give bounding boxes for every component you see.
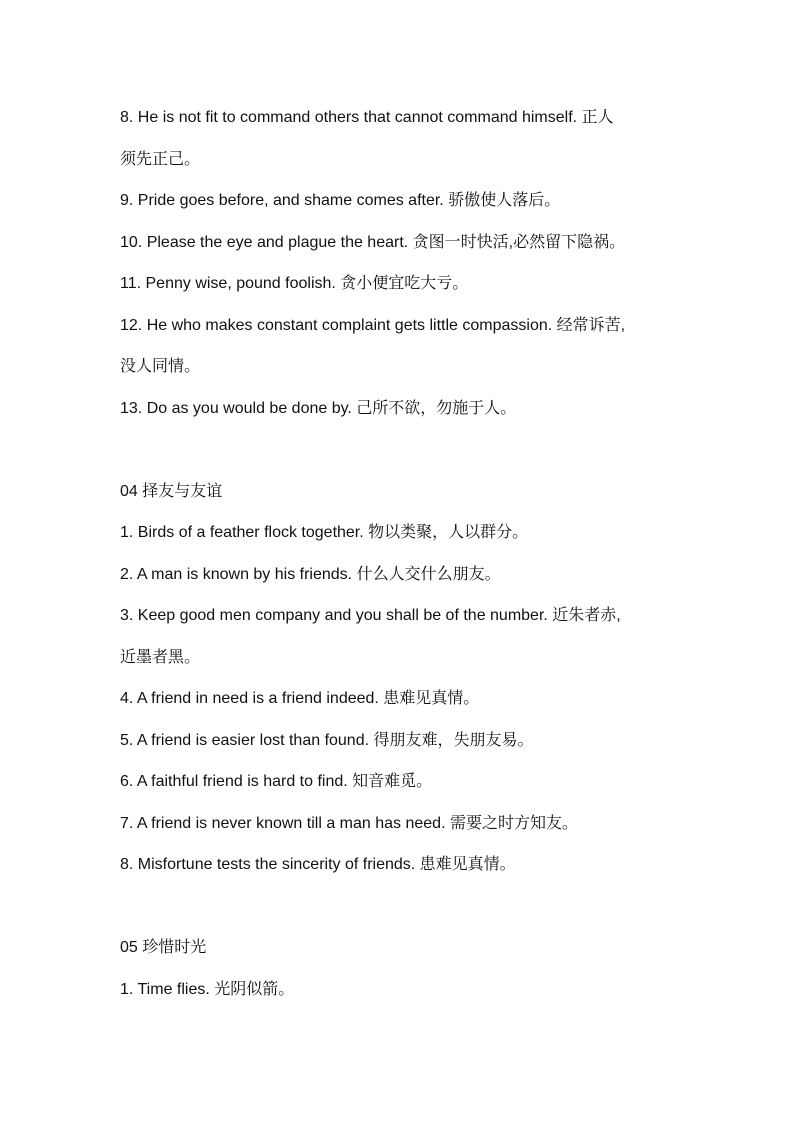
- section-spacer: [120, 886, 690, 928]
- proverb-line: 3. Keep good men company and you shall be of the number. 近朱者赤,: [120, 607, 621, 624]
- section-heading: 05 珍惜时光: [120, 939, 207, 956]
- proverb-line: 须先正己。: [120, 150, 201, 168]
- proverb-line: 11. Penny wise, pound foolish. 贪小便宜吃大亏。: [120, 275, 469, 292]
- proverb-line: 13. Do as you would be done by. 己所不欲，勿施于人。: [120, 399, 517, 417]
- proverb-line: 8. Misfortune tests the sincerity of friends. 患难见真情。: [120, 856, 516, 873]
- proverb-line: 7. A friend is never known till a man has need. 需要之时方知友。: [120, 814, 578, 832]
- document-body: [120, 97, 690, 1010]
- proverb-line: 12. He who makes constant complaint gets little compassion. 经常诉苦,: [120, 316, 626, 334]
- proverb-line: 6. A faithful friend is hard to find. 知音难觅。: [120, 773, 433, 790]
- proverb-line: 5. A friend is easier lost than found. 得朋友难，失朋友易。: [120, 731, 534, 749]
- proverb-line: 1. Birds of a feather flock together. 物以类聚，人以群分。: [120, 524, 529, 541]
- proverb-line: 2. A man is known by his friends. 什么人交什么朋友。: [120, 565, 501, 583]
- proverb-line: 9. Pride goes before, and shame comes after. 骄傲使人落后。: [120, 192, 561, 209]
- proverb-line: 没人同情。: [120, 358, 201, 375]
- section-heading: 04 择友与友谊: [120, 482, 223, 500]
- proverb-line: 4. A friend in need is a friend indeed. 患难见真情。: [120, 690, 480, 707]
- proverb-line: 1. Time flies. 光阴似箭。: [120, 980, 295, 998]
- proverb-line: 8. He is not fit to command others that cannot command himself. 正人: [120, 109, 614, 126]
- proverb-line: 近墨者黑。: [120, 648, 201, 666]
- section-spacer: [120, 429, 690, 471]
- proverb-line: 10. Please the eye and plague the heart. 贪图一时快活,必然留下隐祸。: [120, 233, 626, 251]
